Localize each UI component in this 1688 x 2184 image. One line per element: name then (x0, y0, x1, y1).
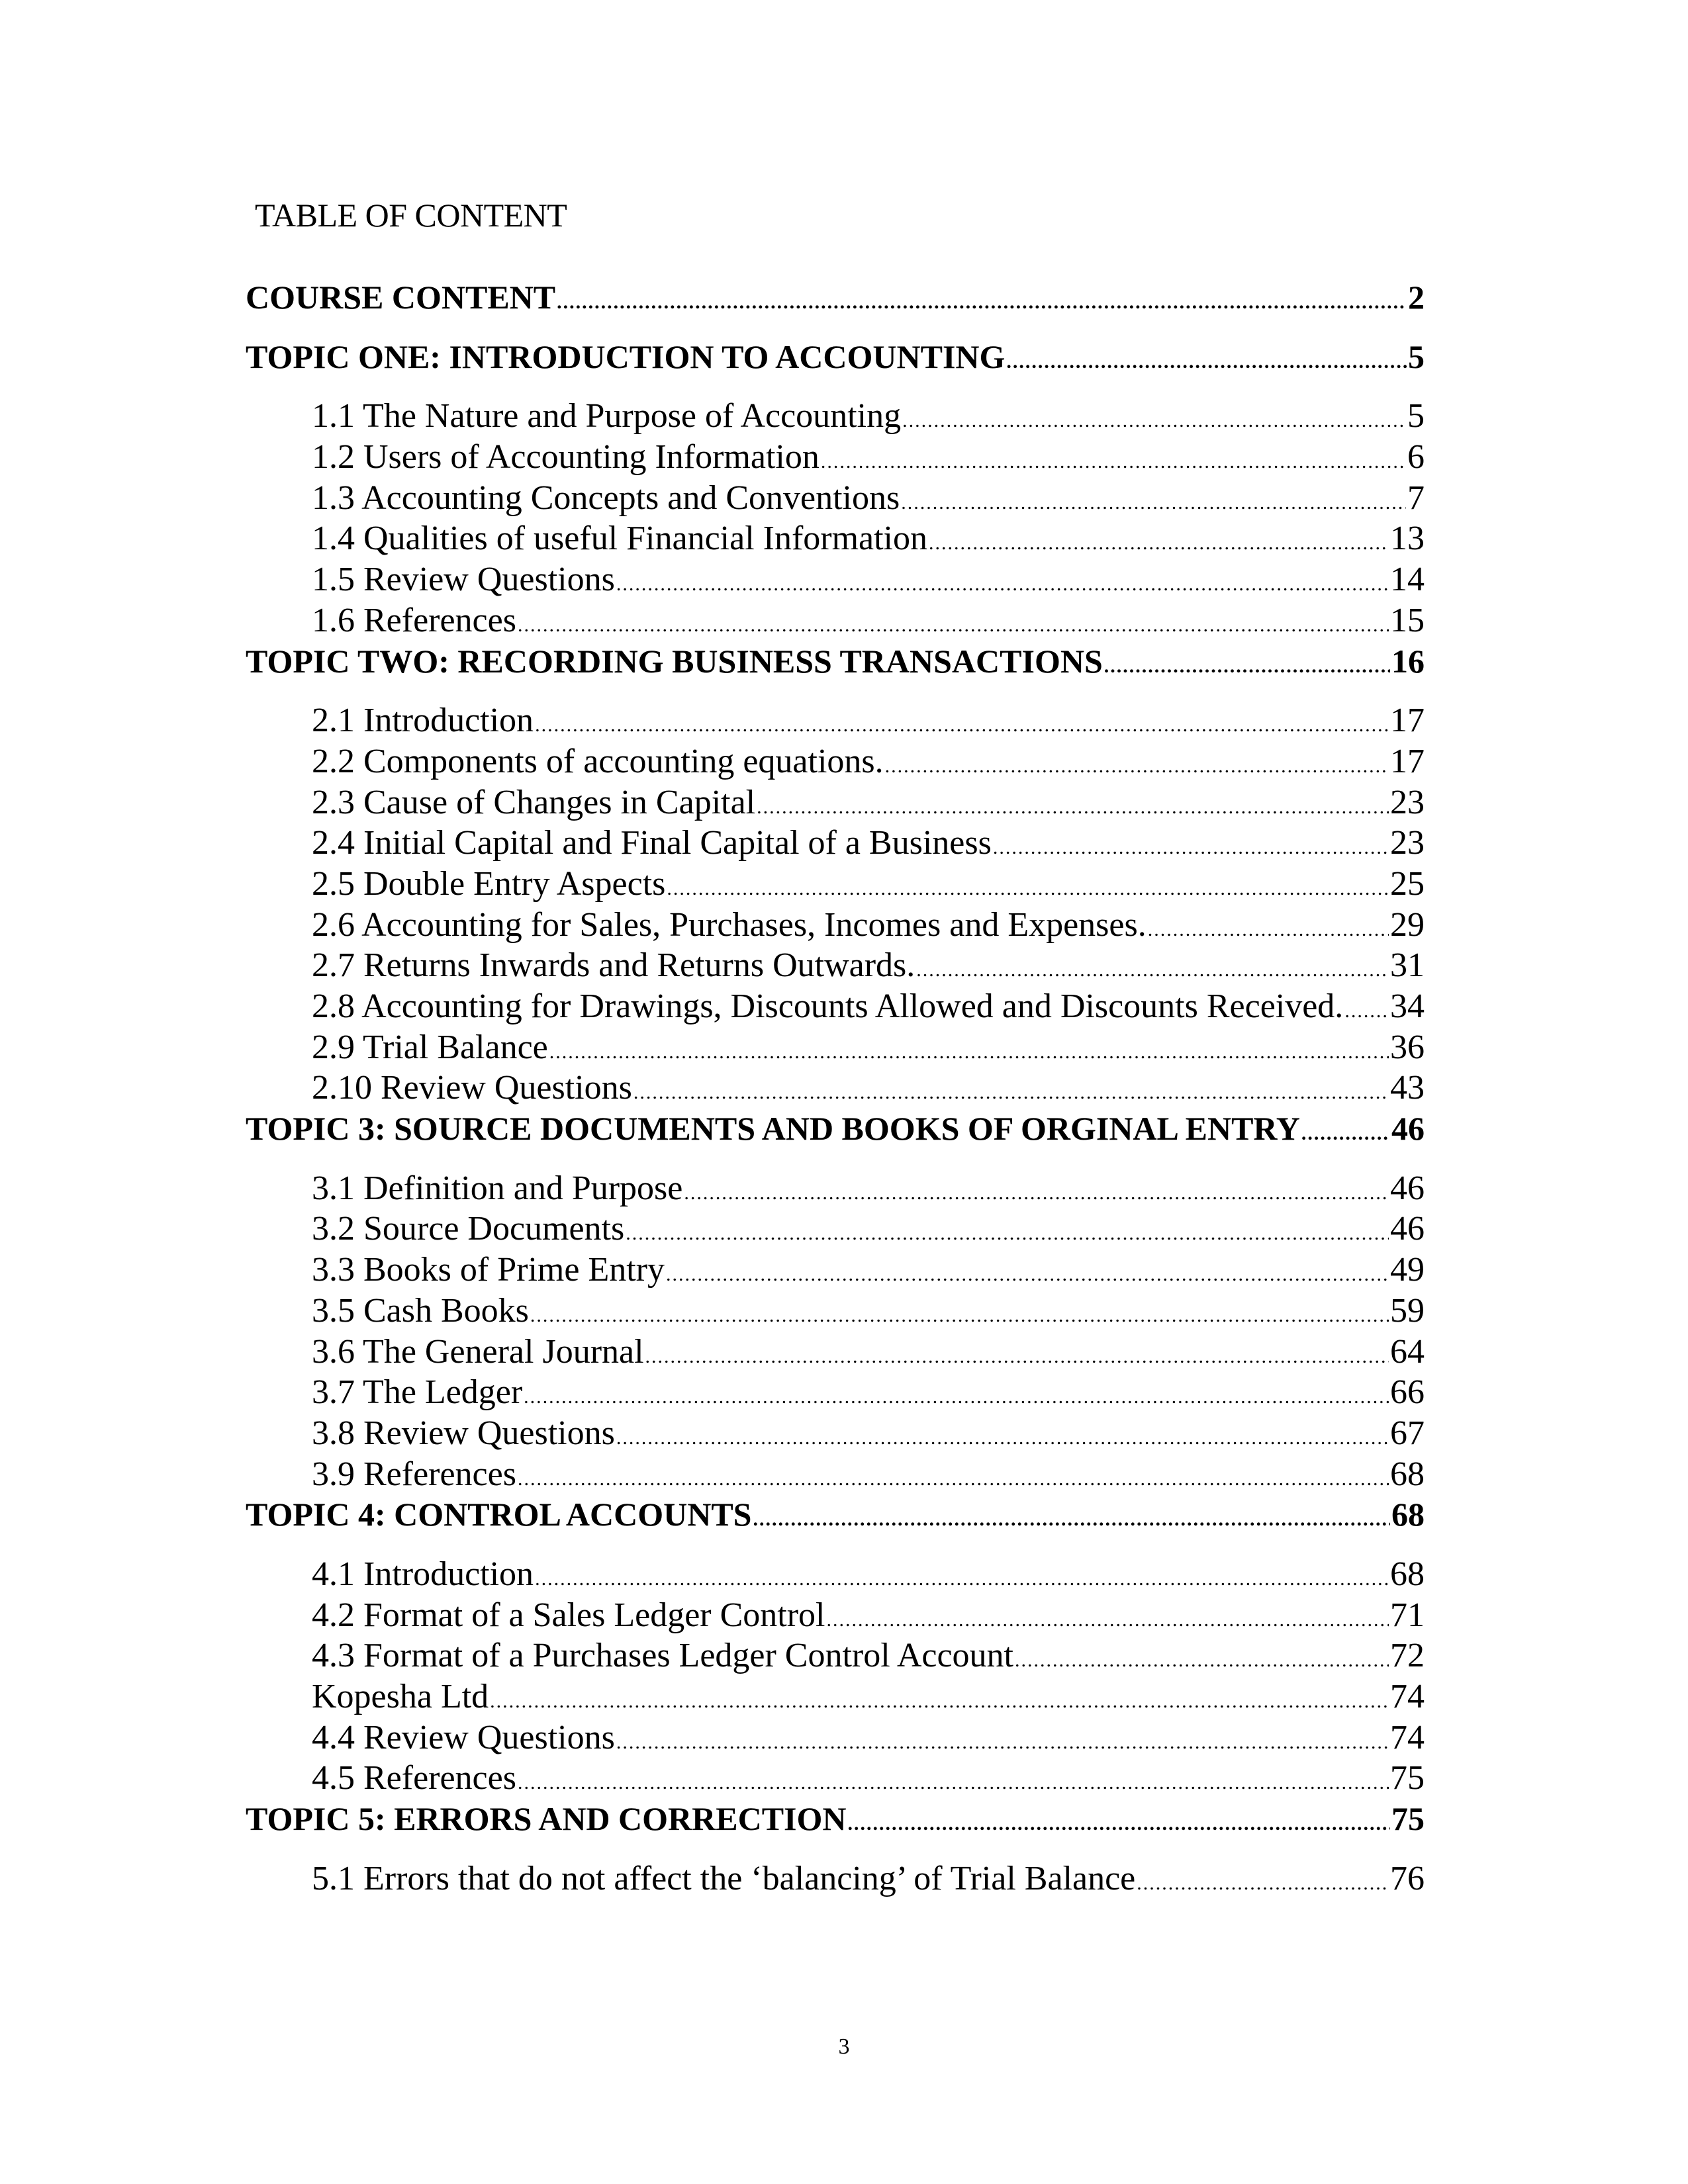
entry-page-number: 6 (1407, 438, 1425, 477)
dot-leader (535, 705, 1389, 746)
dot-leader (616, 1722, 1389, 1763)
dot-leader (616, 1418, 1389, 1459)
entry-page-number: 5 (1408, 338, 1425, 375)
toc-subentry[interactable] (246, 600, 1425, 641)
entry-page-number: 46 (1390, 1169, 1425, 1207)
toc-subentry[interactable] (246, 1454, 1425, 1495)
entry-page-number: 59 (1390, 1291, 1425, 1330)
entry-page-number: 68 (1390, 1455, 1425, 1493)
toc-subentry[interactable] (246, 700, 1425, 741)
entry-label: 2.6 Accounting for Sales, Purchases, Incomes and Expenses. (312, 905, 1147, 944)
entry-label: 1.3 Accounting Concepts and Conventions (312, 478, 900, 517)
entry-label: 1.2 Users of Accounting Information (312, 438, 820, 477)
toc-heading-entry[interactable] (246, 641, 1425, 682)
entry-page-number: 17 (1390, 742, 1425, 780)
entry-page-number: 23 (1390, 783, 1425, 821)
entry-label: 2.1 Introduction (312, 702, 534, 740)
toc-subentry[interactable] (246, 741, 1425, 782)
entry-label: TOPIC 5: ERRORS AND CORRECTION (246, 1800, 847, 1838)
dot-leader (684, 1173, 1389, 1214)
entry-label: 4.2 Format of a Sales Ledger Control (312, 1596, 825, 1634)
entry-label: 2.9 Trial Balance (312, 1028, 548, 1066)
dot-leader (848, 1803, 1390, 1844)
entry-page-number: 14 (1390, 561, 1425, 599)
dot-leader (530, 1295, 1389, 1336)
entry-page-number: 64 (1390, 1332, 1425, 1371)
entry-page-number: 67 (1390, 1414, 1425, 1452)
toc-subentry[interactable] (246, 1027, 1425, 1068)
entry-label: 3.7 The Ledger (312, 1373, 523, 1412)
dot-leader (753, 1499, 1390, 1540)
entry-page-number: 5 (1407, 397, 1425, 435)
entry-page-number: 15 (1390, 601, 1425, 639)
toc-subentry[interactable] (246, 1635, 1425, 1676)
entry-page-number: 16 (1391, 642, 1425, 680)
dot-leader (1148, 909, 1389, 950)
dot-leader (1015, 1640, 1389, 1681)
entry-label: TOPIC 3: SOURCE DOCUMENTS AND BOOKS OF ORGINAL ENTRY (246, 1110, 1300, 1148)
entry-page-number: 76 (1390, 1859, 1425, 1897)
dot-leader (757, 787, 1389, 828)
toc-subentry[interactable] (246, 864, 1425, 905)
dot-leader (645, 1336, 1389, 1377)
toc-subentry[interactable] (246, 905, 1425, 946)
toc-subentry[interactable] (246, 1068, 1425, 1109)
dot-leader (667, 868, 1389, 909)
entry-label: 2.8 Accounting for Drawings, Discounts Allowed and Discounts Received. (312, 987, 1344, 1025)
entry-page-number: 74 (1390, 1718, 1425, 1756)
entry-label: 1.1 The Nature and Purpose of Accounting (312, 397, 902, 435)
table-of-contents (246, 277, 1425, 1899)
dot-leader (1006, 341, 1407, 383)
toc-subentry[interactable] (246, 1717, 1425, 1758)
entry-page-number: 68 (1391, 1496, 1425, 1533)
toc-subentry[interactable] (246, 1858, 1425, 1899)
entry-page-number: 75 (1390, 1759, 1425, 1797)
entry-label: 4.5 References (312, 1759, 516, 1797)
entry-label: 2.3 Cause of Changes in Capital (312, 783, 756, 821)
toc-subentry[interactable] (246, 986, 1425, 1027)
entry-page-number: 2 (1408, 279, 1425, 316)
toc-subentry[interactable] (246, 559, 1425, 600)
entry-label: 2.5 Double Entry Aspects (312, 864, 666, 903)
entry-label: 2.2 Components of accounting equations. (312, 742, 884, 780)
entry-label: TOPIC 4: CONTROL ACCOUNTS (246, 1496, 752, 1533)
dot-leader (524, 1377, 1389, 1418)
entry-page-number: 31 (1390, 946, 1425, 985)
toc-subentry[interactable] (246, 1413, 1425, 1454)
toc-subentry[interactable] (246, 945, 1425, 986)
entry-label: 4.4 Review Questions (312, 1718, 615, 1756)
entry-label: 4.3 Format of a Purchases Ledger Control Account (312, 1637, 1013, 1675)
dot-leader (518, 605, 1389, 646)
entry-page-number: 34 (1390, 987, 1425, 1025)
toc-heading-entry[interactable] (246, 337, 1425, 378)
dot-leader (901, 482, 1406, 523)
toc-heading-entry[interactable] (246, 1494, 1425, 1535)
entry-page-number: 7 (1407, 478, 1425, 517)
toc-title: TABLE OF CONTENT (255, 197, 567, 234)
entry-label: 3.9 References (312, 1455, 516, 1493)
entry-label: 3.2 Source Documents (312, 1210, 625, 1248)
entry-label: 2.7 Returns Inwards and Returns Outwards. (312, 946, 915, 985)
toc-subentry[interactable] (246, 1595, 1425, 1636)
entry-label: COURSE CONTENT (246, 279, 556, 316)
toc-subentry[interactable] (246, 1676, 1425, 1717)
entry-page-number: 23 (1390, 824, 1425, 862)
toc-subentry[interactable] (246, 518, 1425, 559)
entry-page-number: 36 (1390, 1028, 1425, 1066)
entry-page-number: 72 (1390, 1637, 1425, 1675)
toc-subentry[interactable] (246, 478, 1425, 519)
toc-subentry[interactable] (246, 823, 1425, 864)
dot-leader (929, 523, 1389, 564)
entry-label: 4.1 Introduction (312, 1555, 534, 1593)
toc-heading-entry[interactable] (246, 1799, 1425, 1840)
dot-leader (626, 1213, 1389, 1254)
toc-subentry[interactable] (246, 1168, 1425, 1209)
toc-subentry[interactable] (246, 396, 1425, 437)
entry-label: TOPIC ONE: INTRODUCTION TO ACCOUNTING (246, 338, 1006, 375)
dot-leader (993, 827, 1389, 868)
entry-page-number: 13 (1390, 520, 1425, 558)
dot-leader (549, 1032, 1389, 1073)
dot-leader (902, 400, 1406, 441)
dot-leader (1301, 1113, 1390, 1154)
entry-page-number: 75 (1391, 1800, 1425, 1838)
entry-label: 1.4 Qualities of useful Financial Information (312, 520, 928, 558)
toc-subentry[interactable] (246, 1332, 1425, 1373)
dot-leader (1137, 1863, 1389, 1904)
entry-page-number: 25 (1390, 864, 1425, 903)
toc-heading-entry[interactable] (246, 277, 1425, 318)
dot-leader (885, 746, 1389, 787)
toc-subentry[interactable] (246, 782, 1425, 823)
entry-label: 3.5 Cash Books (312, 1291, 529, 1330)
entry-label: 5.1 Errors that do not affect the ‘balancing’ of Trial Balance (312, 1859, 1136, 1897)
dot-leader (821, 441, 1406, 482)
page-number: 3 (838, 2034, 850, 2059)
entry-label: TOPIC TWO: RECORDING BUSINESS TRANSACTIONS (246, 642, 1103, 680)
entry-label: 3.3 Books of Prime Entry (312, 1251, 665, 1289)
entry-page-number: 17 (1390, 702, 1425, 740)
entry-label: 3.6 The General Journal (312, 1332, 644, 1371)
dot-leader (557, 282, 1407, 323)
toc-subentry[interactable] (246, 1758, 1425, 1799)
dot-leader (518, 1762, 1389, 1803)
dot-leader (916, 950, 1389, 991)
toc-subentry[interactable] (246, 1250, 1425, 1291)
entry-label: 2.4 Initial Capital and Final Capital of a Business (312, 824, 992, 862)
entry-page-number: 49 (1390, 1251, 1425, 1289)
dot-leader (1344, 991, 1389, 1032)
entry-label: 3.1 Definition and Purpose (312, 1169, 683, 1207)
toc-subentry[interactable] (246, 437, 1425, 478)
toc-subentry[interactable] (246, 1372, 1425, 1413)
entry-page-number: 43 (1390, 1069, 1425, 1107)
entry-label: 3.8 Review Questions (312, 1414, 615, 1452)
dot-leader (633, 1072, 1389, 1113)
dot-leader (666, 1254, 1389, 1295)
toc-subentry[interactable] (246, 1208, 1425, 1250)
dot-leader (490, 1681, 1389, 1722)
entry-label: 1.5 Review Questions (312, 561, 615, 599)
entry-page-number: 66 (1390, 1373, 1425, 1412)
toc-subentry[interactable] (246, 1554, 1425, 1595)
entry-page-number: 68 (1390, 1555, 1425, 1593)
dot-leader (1104, 646, 1390, 687)
entry-page-number: 46 (1391, 1110, 1425, 1148)
entry-page-number: 46 (1390, 1210, 1425, 1248)
entry-label: 1.6 References (312, 601, 516, 639)
entry-page-number: 29 (1390, 905, 1425, 944)
entry-page-number: 71 (1390, 1596, 1425, 1634)
dot-leader (518, 1459, 1389, 1500)
dot-leader (616, 564, 1389, 605)
entry-label: Kopesha Ltd (312, 1678, 489, 1715)
toc-subentry[interactable] (246, 1291, 1425, 1332)
toc-heading-entry[interactable] (246, 1109, 1425, 1150)
entry-label: 2.10 Review Questions (312, 1069, 632, 1107)
dot-leader (535, 1559, 1389, 1600)
entry-page-number: 74 (1390, 1678, 1425, 1715)
dot-leader (827, 1600, 1389, 1641)
